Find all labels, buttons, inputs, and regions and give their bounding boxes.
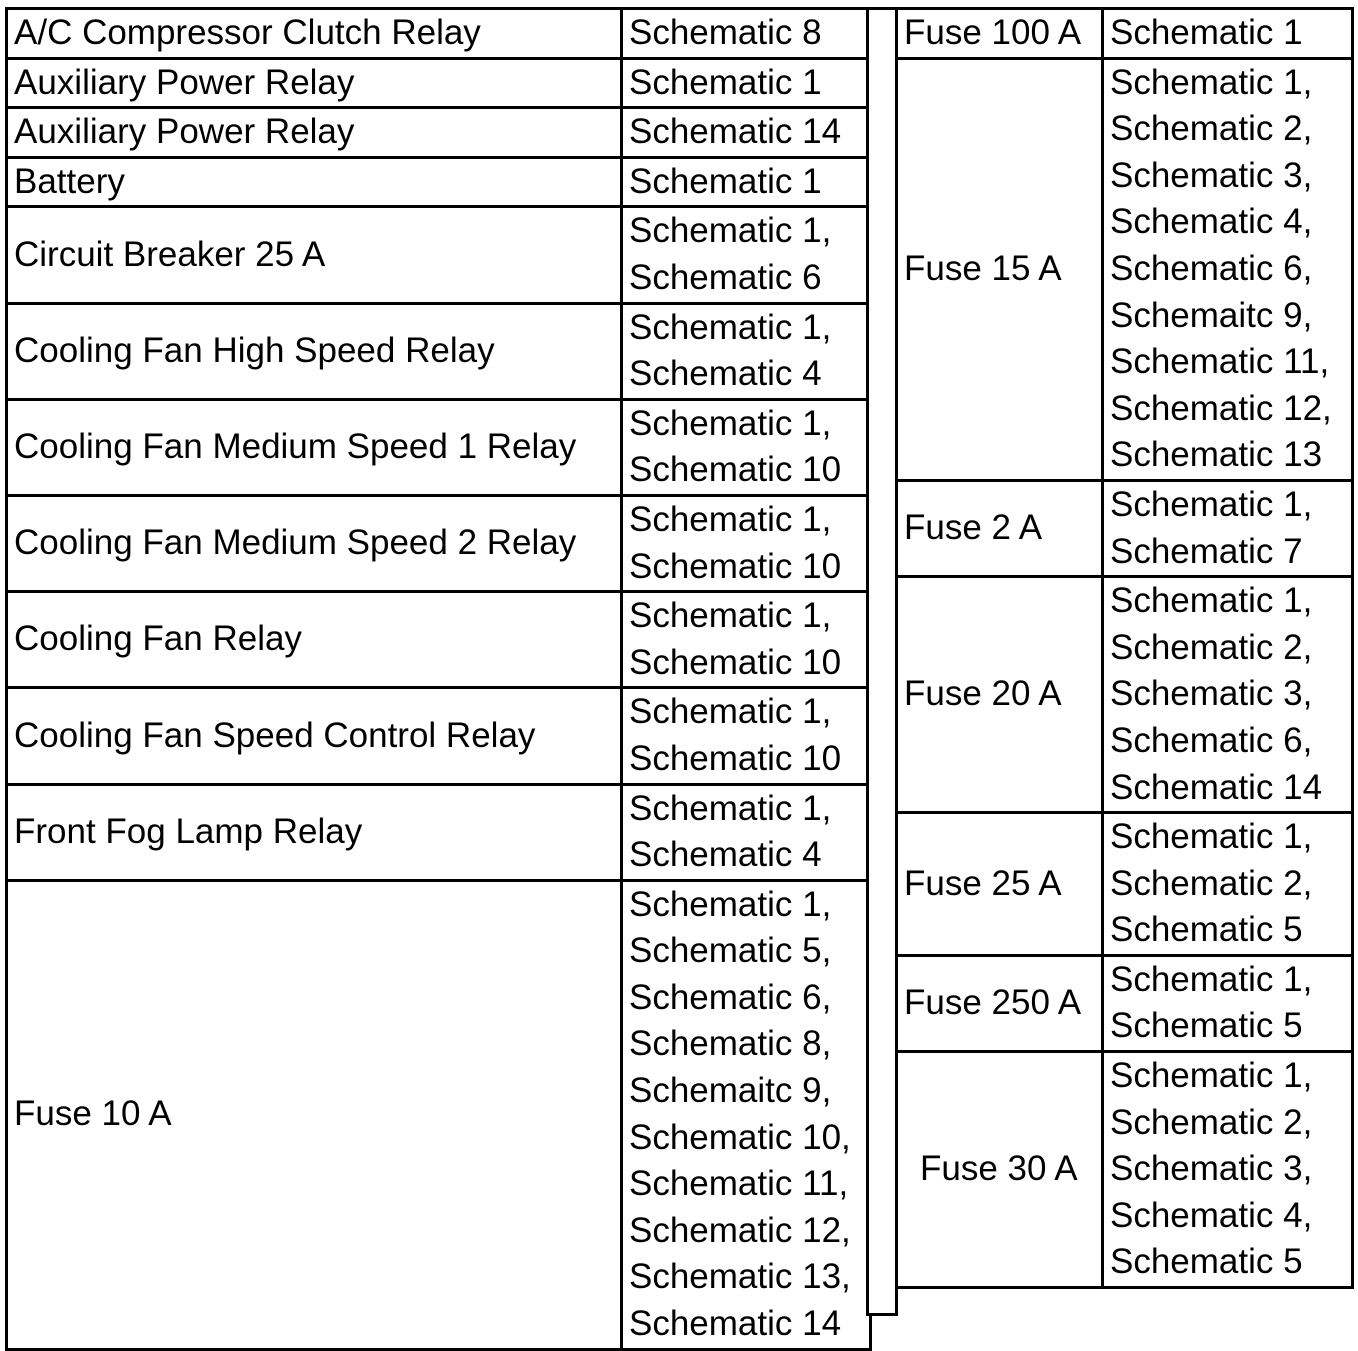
schematic-reference: Schematic 6,	[1110, 248, 1313, 288]
schematic-reference: Schematic 14	[629, 1304, 842, 1344]
table-row	[7, 207, 871, 303]
location-cell	[622, 58, 871, 108]
schematic-reference: Schematic 1,	[1110, 62, 1313, 102]
component-cell: A/C Compressor Clutch Relay	[7, 9, 622, 59]
component-cell: Cooling Fan Speed Control Relay	[7, 688, 622, 784]
component-cell: Circuit Breaker 25 A	[7, 207, 622, 303]
schematic-reference: Schematic 4	[629, 354, 822, 394]
schematic-reference: Schematic 13,	[629, 1257, 851, 1297]
left-table-body	[7, 9, 871, 1350]
schematic-reference: Schematic 2,	[1110, 109, 1313, 149]
table-row	[7, 399, 871, 495]
location-cell	[1103, 577, 1353, 813]
location-cell	[622, 108, 871, 158]
schematic-reference: Schematic 10	[629, 642, 842, 682]
schematic-reference: Schematic 4,	[1110, 202, 1313, 242]
table-row	[897, 58, 1353, 480]
location-cell	[1103, 1052, 1353, 1288]
schematic-reference: Schematic 8,	[629, 1024, 832, 1064]
schematic-reference: Schematic 12,	[629, 1210, 851, 1250]
schematic-reference: Schematic 2,	[1110, 627, 1313, 667]
schematic-reference: Schematic 1	[1110, 13, 1303, 52]
schematic-reference: Schematic 1,	[1110, 581, 1313, 621]
component-cell: Fuse 250 A	[897, 955, 1103, 1051]
schematic-reference: Schematic 2,	[1110, 1102, 1313, 1142]
schematic-reference: Schematic 4	[629, 835, 822, 875]
table-row	[7, 9, 871, 59]
component-cell: Fuse 30 A	[897, 1052, 1103, 1288]
component-cell: Battery	[7, 157, 622, 207]
schematic-reference: Schematic 11,	[1110, 342, 1330, 382]
column-divider	[866, 7, 898, 1316]
table-row	[7, 880, 871, 1349]
component-cell: Fuse 2 A	[897, 480, 1103, 576]
schematic-reference: Schematic 1,	[1110, 817, 1313, 857]
component-cell: Fuse 25 A	[897, 813, 1103, 956]
schematic-reference: Schematic 1,	[1110, 959, 1313, 999]
schematic-reference: Schemaitc 9,	[629, 1071, 832, 1111]
component-cell: Fuse 100 A	[897, 9, 1103, 59]
table-row	[897, 1052, 1353, 1288]
table-row	[7, 157, 871, 207]
schematic-reference: Schematic 5,	[629, 931, 832, 971]
location-cell	[1103, 480, 1353, 576]
schematic-reference: Schematic 1,	[629, 884, 832, 924]
right-table-body	[897, 9, 1353, 1288]
component-cell: Auxiliary Power Relay	[7, 108, 622, 158]
schematic-reference: Schematic 6	[629, 257, 822, 297]
schematic-reference: Schematic 5	[1110, 1006, 1303, 1046]
schematic-reference: Schematic 1,	[629, 307, 832, 347]
location-cell	[622, 399, 871, 495]
schematic-reference: Schematic 1,	[629, 596, 832, 636]
table-row	[7, 58, 871, 108]
location-cell	[622, 688, 871, 784]
table-row	[897, 813, 1353, 956]
component-cell: Front Fog Lamp Relay	[7, 784, 622, 880]
schematic-reference: Schematic 1,	[629, 403, 832, 443]
schematic-reference: Schematic 1,	[629, 788, 832, 828]
table-row	[7, 688, 871, 784]
component-cell: Fuse 10 A	[7, 880, 622, 1349]
table-row	[7, 592, 871, 688]
location-cell	[622, 9, 871, 59]
location-cell	[622, 784, 871, 880]
schematic-reference: Schematic 6,	[1110, 720, 1313, 760]
location-cell	[1103, 955, 1353, 1051]
schematic-reference: Schematic 1,	[629, 211, 832, 251]
right-table	[895, 7, 1354, 1289]
component-cell: Fuse 15 A	[897, 58, 1103, 480]
schematic-reference: Schematic 13	[1110, 435, 1323, 475]
table-row	[897, 9, 1353, 59]
left-table	[5, 7, 872, 1351]
schematic-reference: Schematic 14	[629, 112, 842, 152]
schematic-reference: Schematic 12,	[1110, 388, 1332, 428]
schematic-reference: Schematic 10	[629, 450, 842, 490]
schematic-reference: Schematic 3,	[1110, 674, 1313, 714]
schematic-reference: Schematic 7	[1110, 531, 1303, 571]
schematic-reference: Schematic 1	[629, 62, 822, 102]
schematic-reference: Schematic 10	[629, 738, 842, 778]
location-cell	[622, 592, 871, 688]
table-row	[7, 784, 871, 880]
table-row	[897, 577, 1353, 813]
schematic-reference: Schematic 14	[1110, 767, 1323, 807]
schematic-reference: Schematic 1,	[1110, 1056, 1313, 1096]
location-cell	[1103, 813, 1353, 956]
schematic-reference: Schematic 2,	[1110, 863, 1313, 903]
table-row	[7, 303, 871, 399]
table-row	[897, 480, 1353, 576]
location-cell	[1103, 58, 1353, 480]
schematic-reference: Schematic 4,	[1110, 1195, 1313, 1235]
schematic-reference: Schematic 1,	[629, 499, 832, 539]
schematic-reference: Schematic 1,	[1110, 484, 1313, 524]
table-row	[7, 495, 871, 591]
location-cell	[622, 157, 871, 207]
schematic-reference: Schematic 11,	[629, 1164, 849, 1204]
location-cell	[622, 880, 871, 1349]
location-cell	[622, 495, 871, 591]
schematic-reference: Schematic 3,	[1110, 1149, 1313, 1189]
location-cell	[622, 303, 871, 399]
schematic-reference: Schemaitc 9,	[1110, 295, 1313, 335]
schematic-reference: Schematic 10,	[629, 1117, 851, 1157]
schematic-reference: Schematic 1	[629, 161, 822, 201]
schematic-reference: Schematic 1,	[629, 692, 832, 732]
component-cell: Auxiliary Power Relay	[7, 58, 622, 108]
schematic-reference: Schematic 5	[1110, 1242, 1303, 1282]
component-cell: Cooling Fan Medium Speed 2 Relay	[7, 495, 622, 591]
schematic-reference: Schematic 8	[629, 13, 822, 52]
schematic-reference: Schematic 5	[1110, 910, 1303, 950]
location-cell	[1103, 9, 1353, 59]
schematic-reference: Schematic 3,	[1110, 155, 1313, 195]
location-cell	[622, 207, 871, 303]
schematic-reference: Schematic 6,	[629, 977, 832, 1017]
table-row	[897, 955, 1353, 1051]
component-cell: Cooling Fan High Speed Relay	[7, 303, 622, 399]
component-cell: Cooling Fan Medium Speed 1 Relay	[7, 399, 622, 495]
component-cell: Cooling Fan Relay	[7, 592, 622, 688]
component-cell: Fuse 20 A	[897, 577, 1103, 813]
schematic-reference: Schematic 10	[629, 546, 842, 586]
table-row	[7, 108, 871, 158]
